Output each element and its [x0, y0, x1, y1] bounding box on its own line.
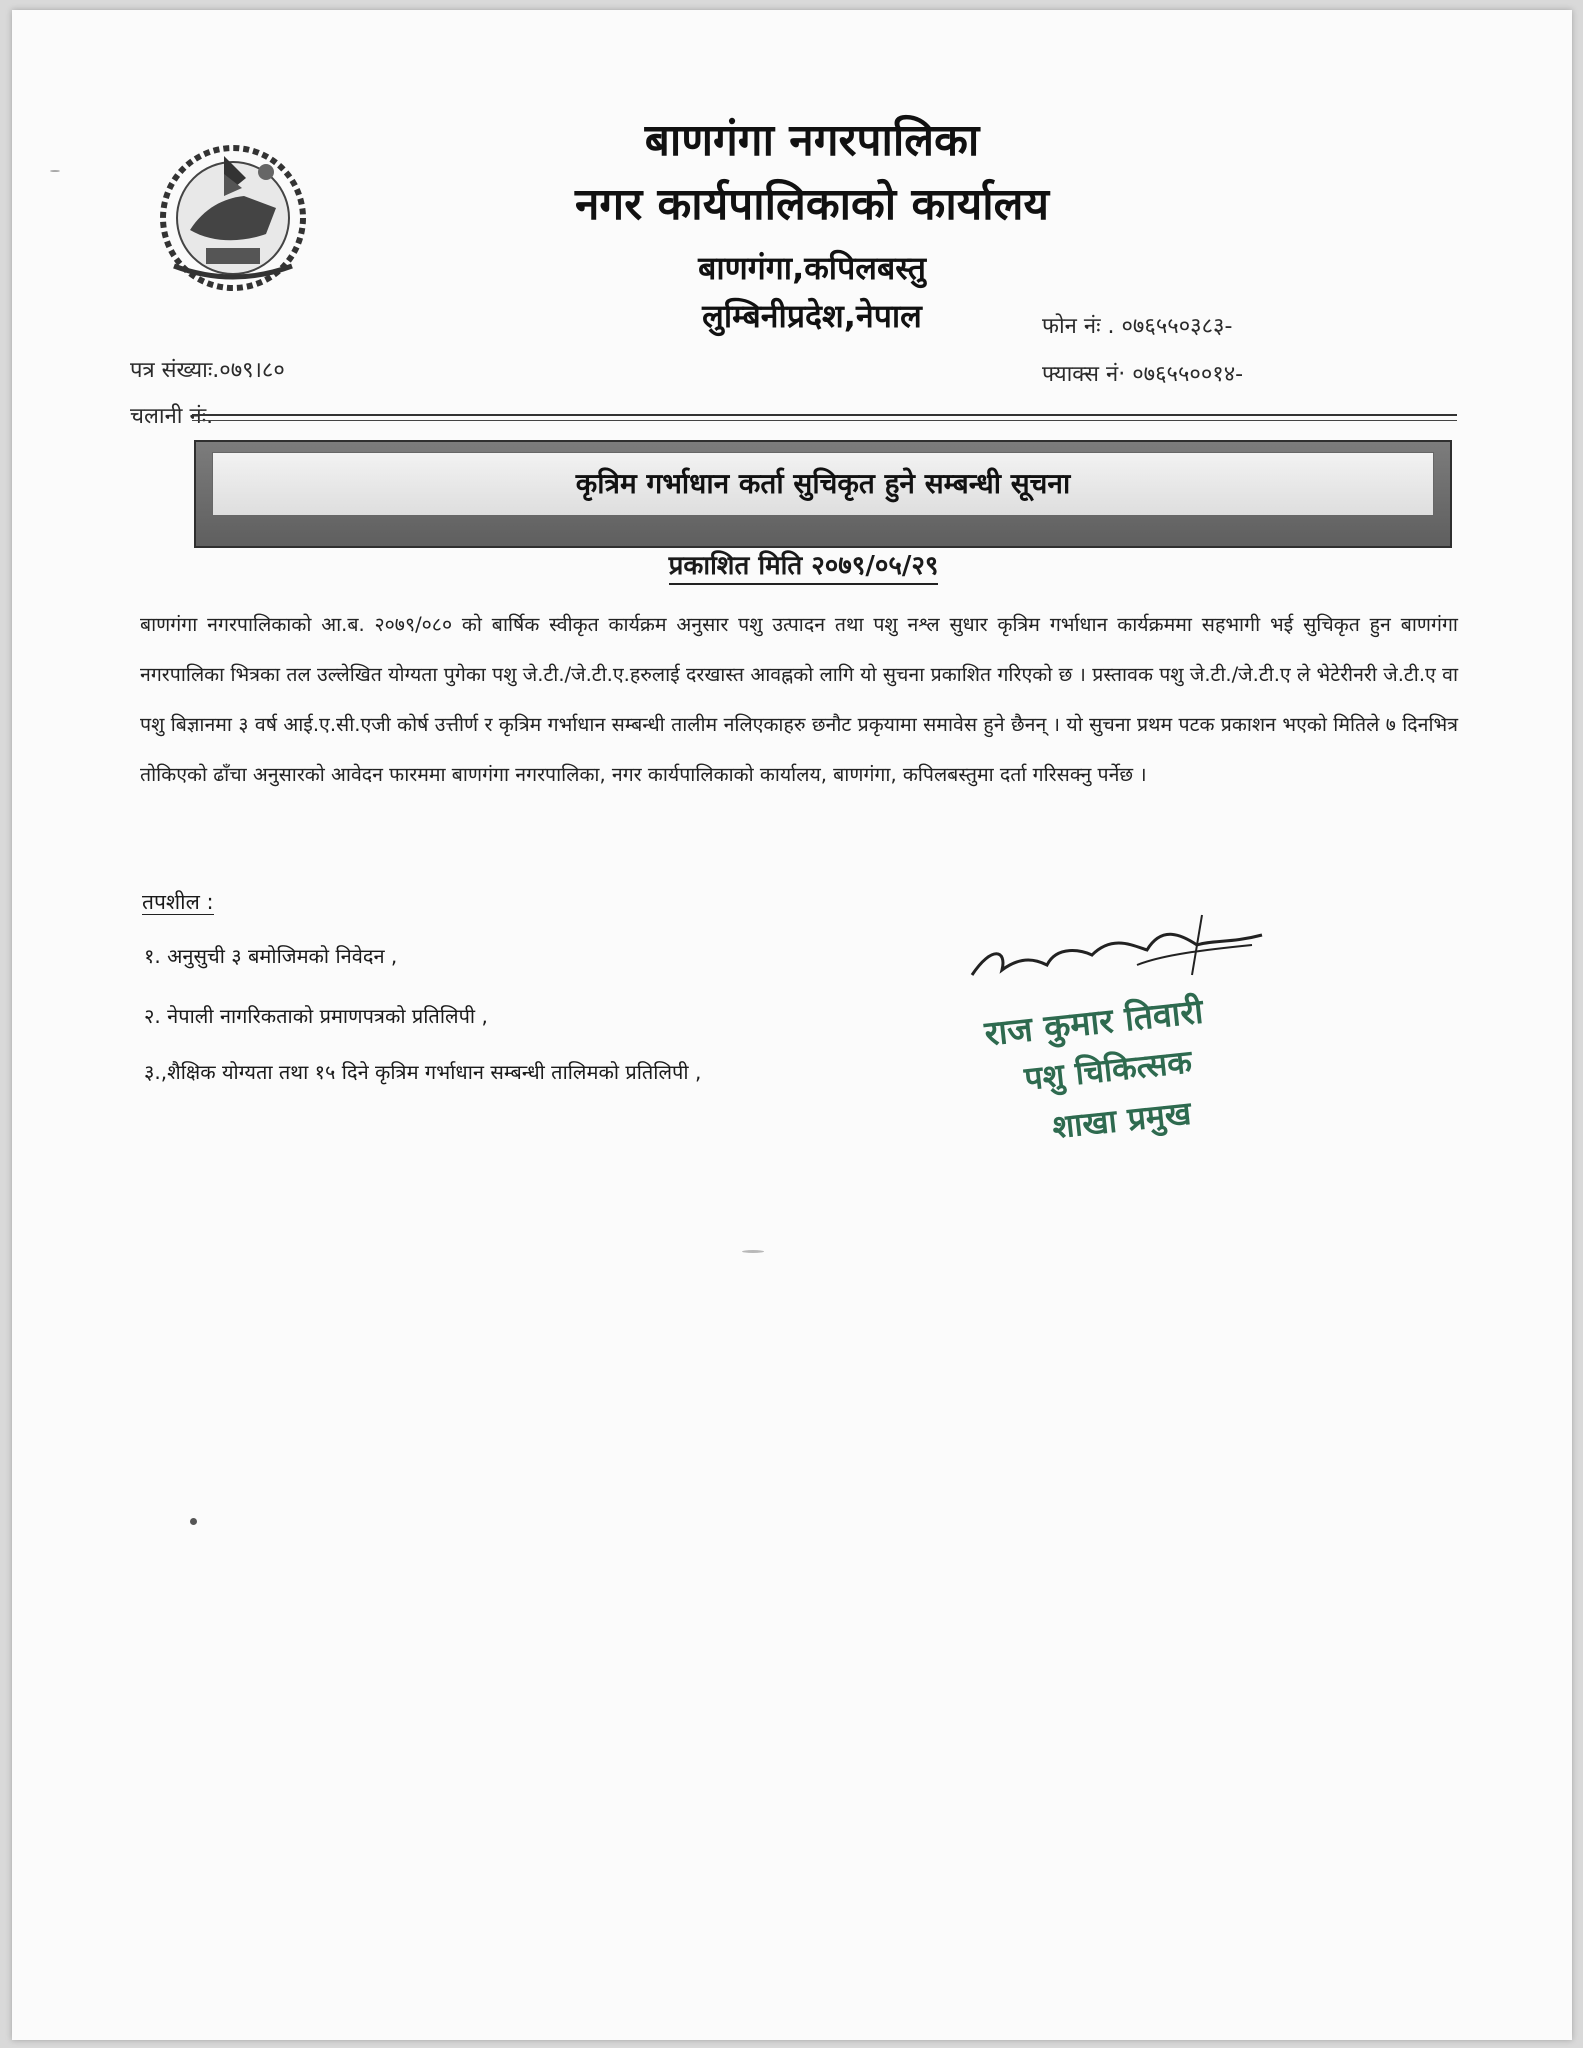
- notice-title-banner: [194, 440, 1452, 548]
- reference-number: पत्र संख्याः.०७९।८०: [130, 358, 285, 383]
- header-divider: [192, 414, 1457, 416]
- office-province: लुम्बिनीप्रदेश,नेपाल: [702, 297, 922, 335]
- schedule-item: २. नेपाली नागरिकताको प्रमाणपत्रको प्रतिलिपी ,: [144, 1004, 488, 1028]
- office-name: नगर कार्यपालिकाको कार्यालय: [575, 179, 1049, 230]
- scan-speck: [742, 1250, 764, 1253]
- phone-number: फोन नंः . ०७६५५०३८३-: [1042, 314, 1233, 339]
- header-divider-thin: [192, 420, 1457, 421]
- office-location: बाणगंगा,कपिलबस्तु: [698, 249, 926, 287]
- signatory-section: शाखा प्रमुख: [1050, 1093, 1193, 1147]
- schedule-item: १. अनुसुची ३ बमोजिमको निवेदन ,: [144, 944, 398, 968]
- scan-speck: [50, 170, 60, 172]
- notice-title: कृत्रिम गर्भाधान कर्ता सुचिकृत हुने सम्बन्धी सूचना: [212, 452, 1434, 516]
- municipality-name: बाणगंगा नगरपालिका: [644, 115, 980, 166]
- nepal-emblem-icon: [154, 138, 312, 293]
- schedule-heading: [142, 888, 214, 916]
- dispatch-number: चलानी नंः.: [130, 404, 214, 429]
- notice-body: बाणगंगा नगरपालिकाको आ.ब. २०७९/०८० को बार्षिक स्वीकृत कार्यक्रम अनुसार पशु उत्पादन तथा पशु नश्ल सुधार कृत्रिम गर्भाधान कार्यक्रममा सहभागी भई सुचिकृत हुन बाणगंगा नगरपालिका भित्रका तल उल्लेखित योग्यता पुगेका पशु जे.टी./जे.टी.ए.हरुलाई दरखास्त आवह्नको लागि यो सुचना प्रकाशित गरिएको छ । प्रस्तावक पशु जे.टी./जे.टी.ए ले भेटेरीनरी जे.टी.ए वा पशु बिज्ञानमा ३ वर्ष आई.ए.सी.एजी कोर्ष उत्तीर्ण र कृत्रिम गर्भाधान सम्बन्धी तालीम नलिएकाहरु छनौट प्रकृयामा समावेस हुने छैनन् । यो सुचना प्रथम पटक प्रकाशन भएको मितिले ७ दिनभित्र तोकिएको ढाँचा अनुसारको आवेदन फारममा बाणगंगा नगरपालिका, नगर कार्यपालिकाको कार्यालय, बाणगंगा, कपिलबस्तुमा दर्ता गरिसक्नु पर्नेछ ।: [140, 613, 1458, 786]
- fax-number: फ्याक्स नं· ०७६५५००१४-: [1042, 362, 1244, 387]
- signatory-name: राज कुमार तिवारी: [982, 991, 1206, 1055]
- published-date: [12, 546, 1583, 582]
- signatory-designation: पशु चिकित्सक: [1022, 1042, 1194, 1098]
- schedule-heading-text: तपशील :: [142, 890, 214, 914]
- letter-page: [12, 10, 1572, 2040]
- scan-speck: [190, 1518, 197, 1525]
- schedule-item: ३.,शैक्षिक योग्यता तथा १५ दिने कृत्रिम गर्भाधान सम्बन्धी तालिमको प्रतिलिपी ,: [144, 1060, 702, 1084]
- published-date-text: प्रकाशित मिति २०७९/०५/२९: [669, 551, 939, 585]
